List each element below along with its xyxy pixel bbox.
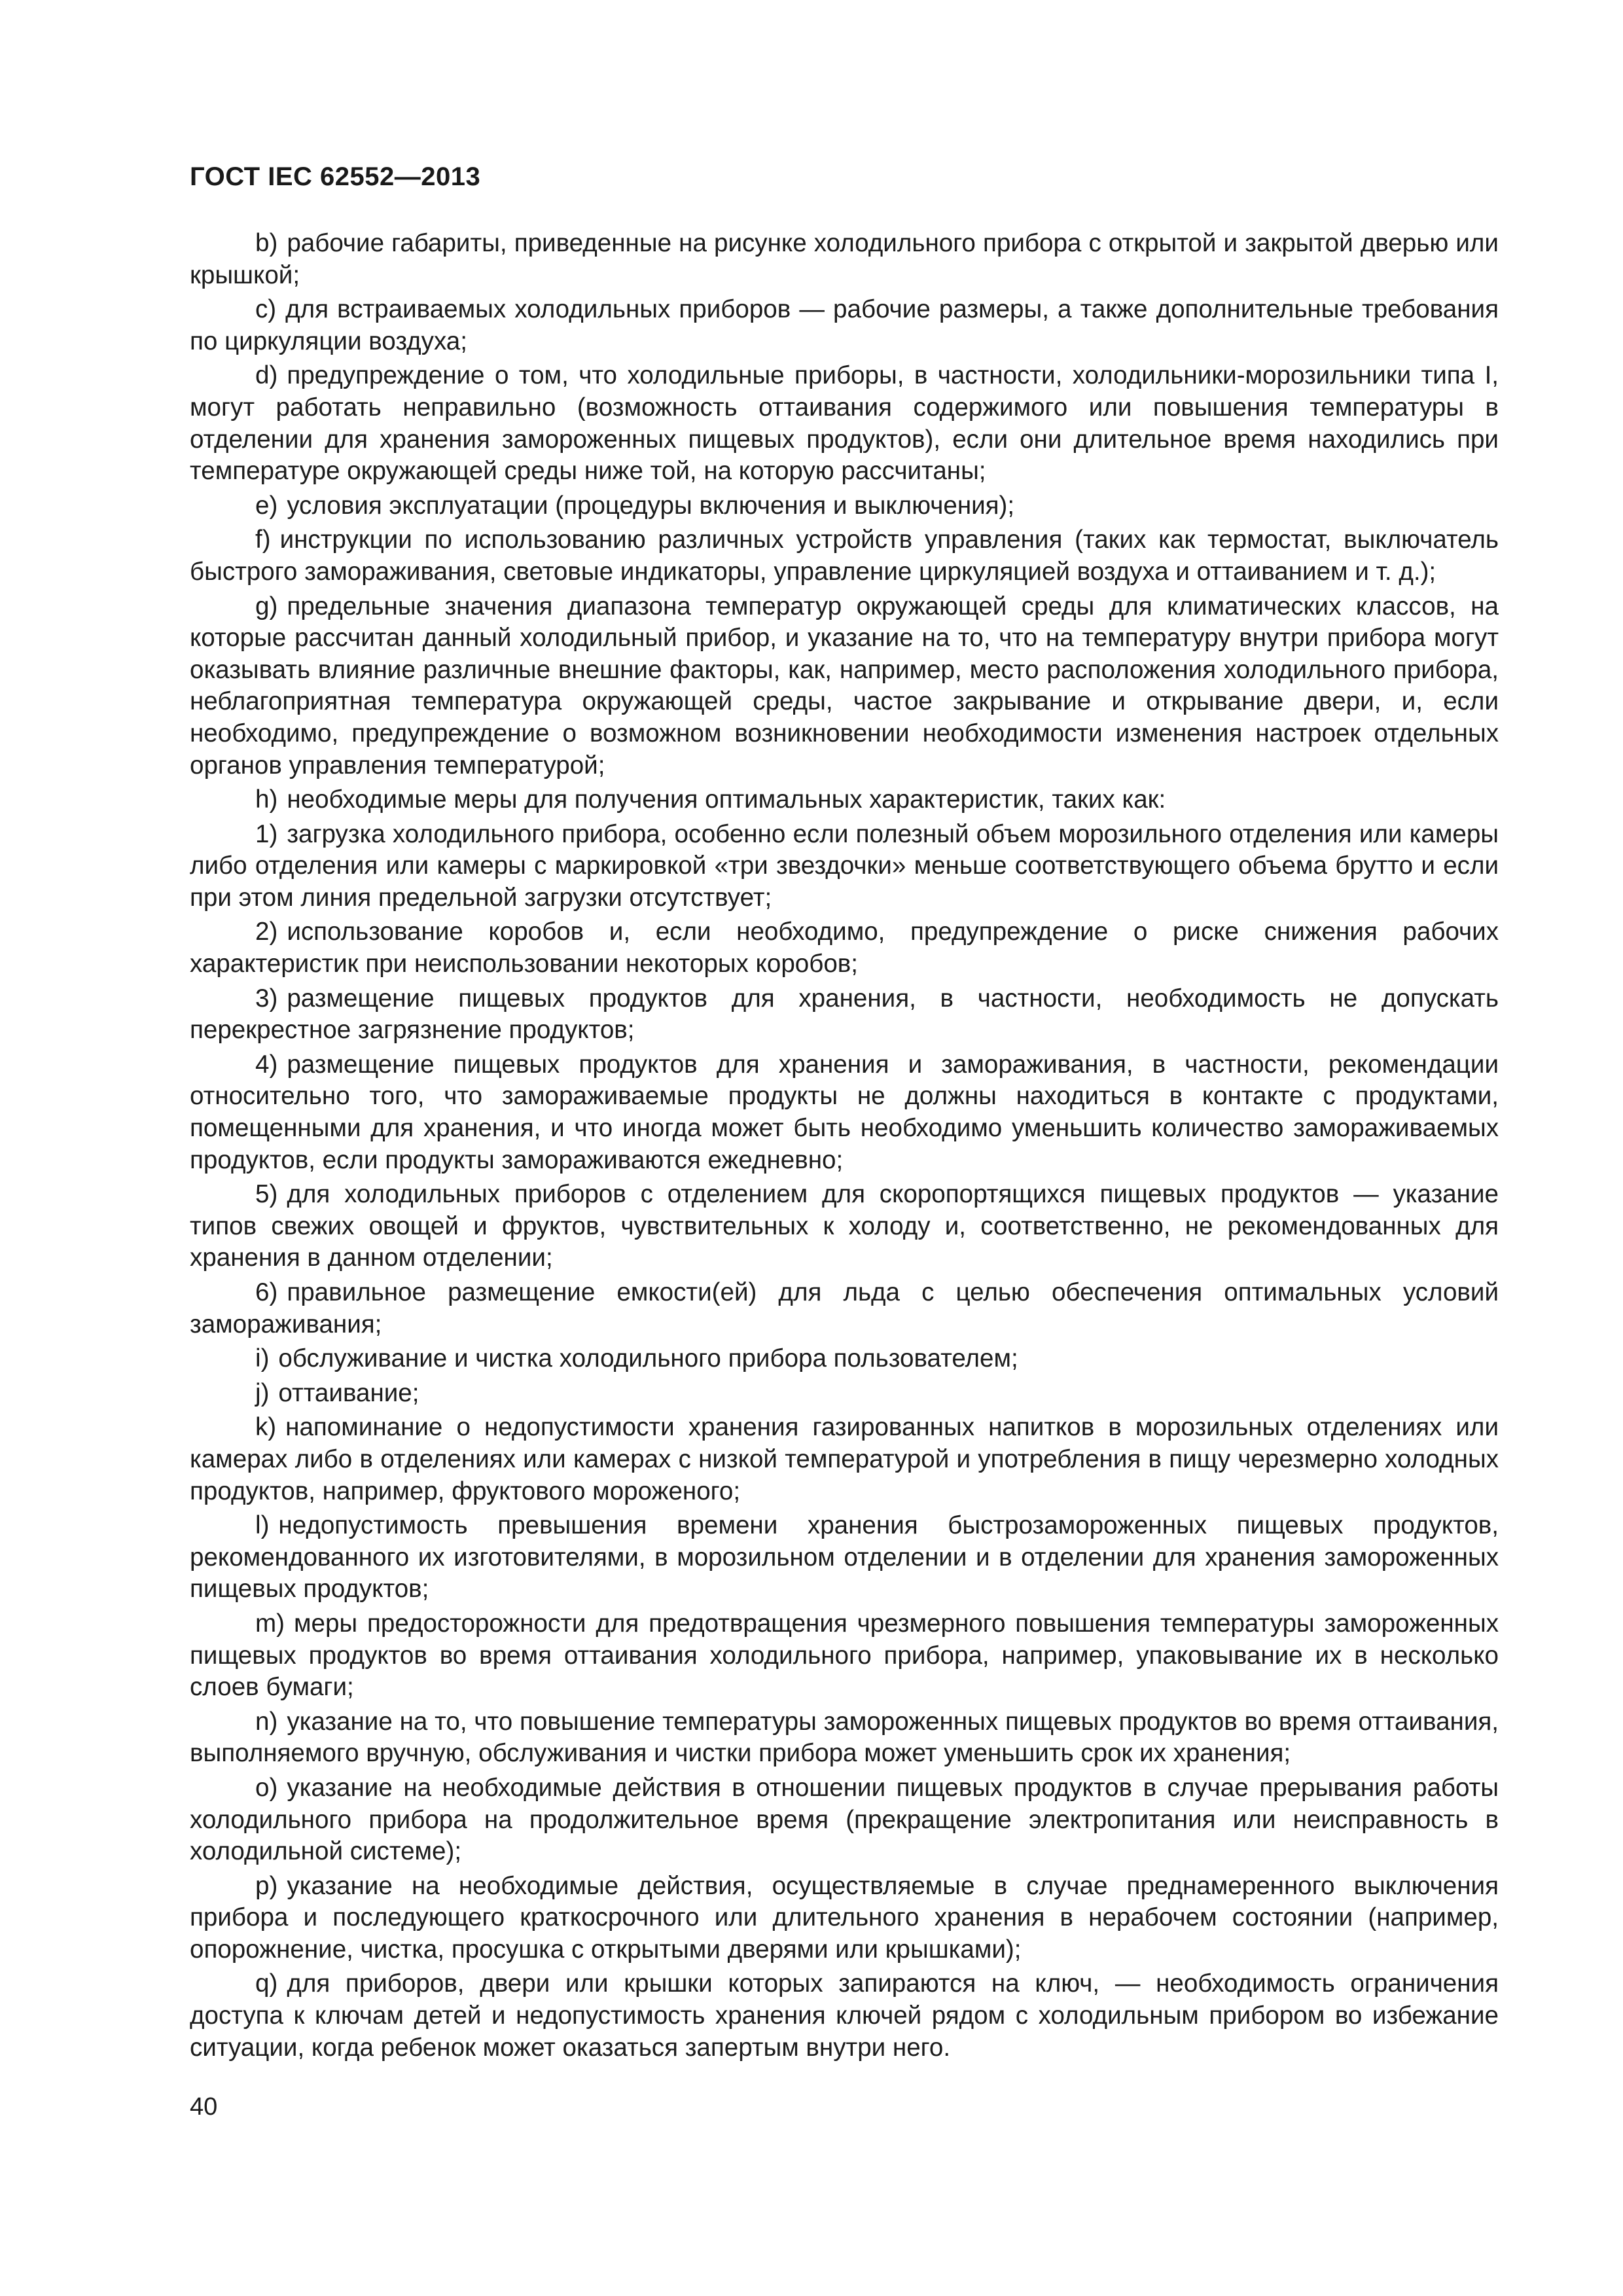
list-item-text: правильное размещение емкости(ей) для льда с целью обеспечения оптимальных условий замораживания; [190,1278,1499,1338]
list-marker: o) [255,1773,278,1802]
list-marker: k) [255,1413,277,1442]
list-item-text: инструкции по использованию различных устройств управления (таких как термостат, выключатель быстрого замораживания, световые индикаторы, управление циркуляцией воздуха и оттаиванием и т. д.); [190,526,1499,586]
list-item-text: недопустимость превышения времени хранения быстрозамороженных пищевых продуктов, рекомендованного их изготовителями, в морозильном отделении и в отделении для хранения замороженных пищевых продуктов; [190,1511,1499,1604]
list-item-h-6 [190,1277,1499,1340]
list-marker: f) [255,526,271,554]
list-item-o [190,1772,1499,1868]
list-item-text: напоминание о недопустимости хранения газированных напитков в морозильных отделениях или камерах либо в отделениях или камерах с низкой температурой и употребления в пищу черезмерно холодных продуктов, например, фруктового мороженого; [190,1413,1499,1505]
list-item-h-4 [190,1049,1499,1176]
list-marker: j) [255,1378,270,1407]
list-marker: n) [255,1707,278,1736]
list-item-text: предупреждение о том, что холодильные приборы, в частности, холодильники-морозильники типа I, могут работать неправильно (возможность оттаивания содержимого или повышения температуры в отделении для хранения замороженных пищевых продуктов), если они длительное время находились при температуре окружающей среды ниже той, на которую рассчитаны; [190,361,1499,486]
list-item-text: обслуживание и чистка холодильного прибора пользователем; [278,1344,1018,1373]
list-item-h-5 [190,1179,1499,1274]
list-marker: 1) [255,819,278,848]
page-number: 40 [190,2093,218,2121]
list-item-n [190,1706,1499,1770]
list-item-k [190,1412,1499,1507]
list-item-e [190,490,1499,522]
list-item-p [190,1871,1499,1966]
list-marker: b) [255,229,278,257]
list-marker: 3) [255,984,278,1013]
list-item-text: использование коробов и, если необходимо, предупреждение о риске снижения рабочих характеристик при неиспользовании некоторых коробов; [190,918,1499,978]
list-item-text: указание на необходимые действия в отношении пищевых продуктов в случае прерывания работы холодильного прибора на продолжительное время (прекращение электропитания или неисправность в холодильной системе); [190,1773,1499,1866]
list-marker: c) [255,295,277,324]
list-marker: m) [255,1609,285,1638]
list-item-d [190,360,1499,487]
document-header: ГОСТ IEC 62552—2013 [190,162,481,191]
list-marker: q) [255,1969,278,1998]
list-marker: 5) [255,1180,278,1209]
list-item-text: условия эксплуатации (процедуры включения и выключения); [287,491,1015,520]
list-item-text: предельные значения диапазона температур окружающей среды для климатических классов, на которые рассчитан данный холодильный прибор, и указание на то, что на температуру внутри прибора могут оказывать влияние различные внешние факторы, как, например, место расположения холодильного прибора, неблагоприятная температура окружающей среды, частое закрывание и открывание двери, и, если необходимо, предупреждение о возможном возникновении необходимости изменения настроек отдельных органов управления температурой; [190,592,1499,780]
list-marker: i) [255,1344,270,1373]
list-item-c [190,294,1499,357]
list-marker: d) [255,361,278,390]
list-item-m [190,1608,1499,1704]
list-item-text: загрузка холодильного прибора, особенно если полезный объем морозильного отделения или камеры либо отделения или камеры с маркировкой «три звездочки» меньше соответствующего объема брутто и если при этом линия предельной загрузки отсутствует; [190,819,1499,912]
list-item-i [190,1343,1499,1375]
list-marker: h) [255,785,278,814]
list-marker: 4) [255,1050,278,1079]
list-item-h-2 [190,916,1499,980]
document-body [190,228,1499,2066]
list-item-text: рабочие габариты, приведенные на рисунке холодильного прибора с открытой и закрытой дверью или крышкой; [190,229,1499,289]
list-item-text: указание на необходимые действия, осуществляемые в случае преднамеренного выключения прибора и последующего краткосрочного или длительного хранения в нерабочем состоянии (например, опорожнение, чистка, просушка с открытыми дверями или крышками); [190,1871,1499,1964]
list-item-text: указание на то, что повышение температуры замороженных пищевых продуктов во время оттаивания, выполняемого вручную, обслуживания и чистки прибора может уменьшить срок их хранения; [190,1707,1499,1768]
list-item-text: для приборов, двери или крышки которых запираются на ключ, — необходимость ограничения доступа к ключам детей и недопустимость хранения ключей рядом с холодильным прибором во избежание ситуации, когда ребенок может оказаться запертым внутри него. [190,1969,1499,2062]
list-item-l [190,1510,1499,1605]
list-marker: 2) [255,918,278,946]
list-item-text: для встраиваемых холодильных приборов — рабочие размеры, а также дополнительные требования по циркуляции воздуха; [190,295,1499,355]
list-item-b [190,228,1499,291]
list-item-h [190,784,1499,816]
list-item-text: необходимые меры для получения оптимальных характеристик, таких как: [287,785,1166,814]
list-item-f [190,524,1499,588]
list-item-q [190,1968,1499,2064]
list-item-g [190,591,1499,782]
list-item-h-3 [190,983,1499,1047]
list-item-j [190,1378,1499,1410]
list-item-text: размещение пищевых продуктов для хранения и замораживания, в частности, рекомендации относительно того, что замораживаемые продукты не должны находиться в контакте с продуктами, помещенными для хранения, и что иногда может быть необходимо уменьшить количество замораживаемых продуктов, если продукты замораживаются ежедневно; [190,1050,1499,1174]
list-marker: p) [255,1871,278,1900]
list-item-text: размещение пищевых продуктов для хранения, в частности, необходимость не допускать перекрестное загрязнение продуктов; [190,984,1499,1045]
list-marker: l) [255,1511,270,1540]
list-marker: g) [255,592,278,620]
list-item-text: меры предосторожности для предотвращения чрезмерного повышения температуры замороженных пищевых продуктов во время оттаивания холодильного прибора, например, упаковывание их в несколько слоев бумаги; [190,1609,1499,1702]
list-item-text: оттаивание; [278,1378,419,1407]
list-marker: 6) [255,1278,278,1306]
list-item-h-1 [190,819,1499,914]
list-marker: e) [255,491,278,520]
list-item-text: для холодильных приборов с отделением для скоропортящихся пищевых продуктов — указание типов свежих овощей и фруктов, чувствительных к холоду и, соответственно, не рекомендованных для хранения в данном отделении; [190,1180,1499,1272]
